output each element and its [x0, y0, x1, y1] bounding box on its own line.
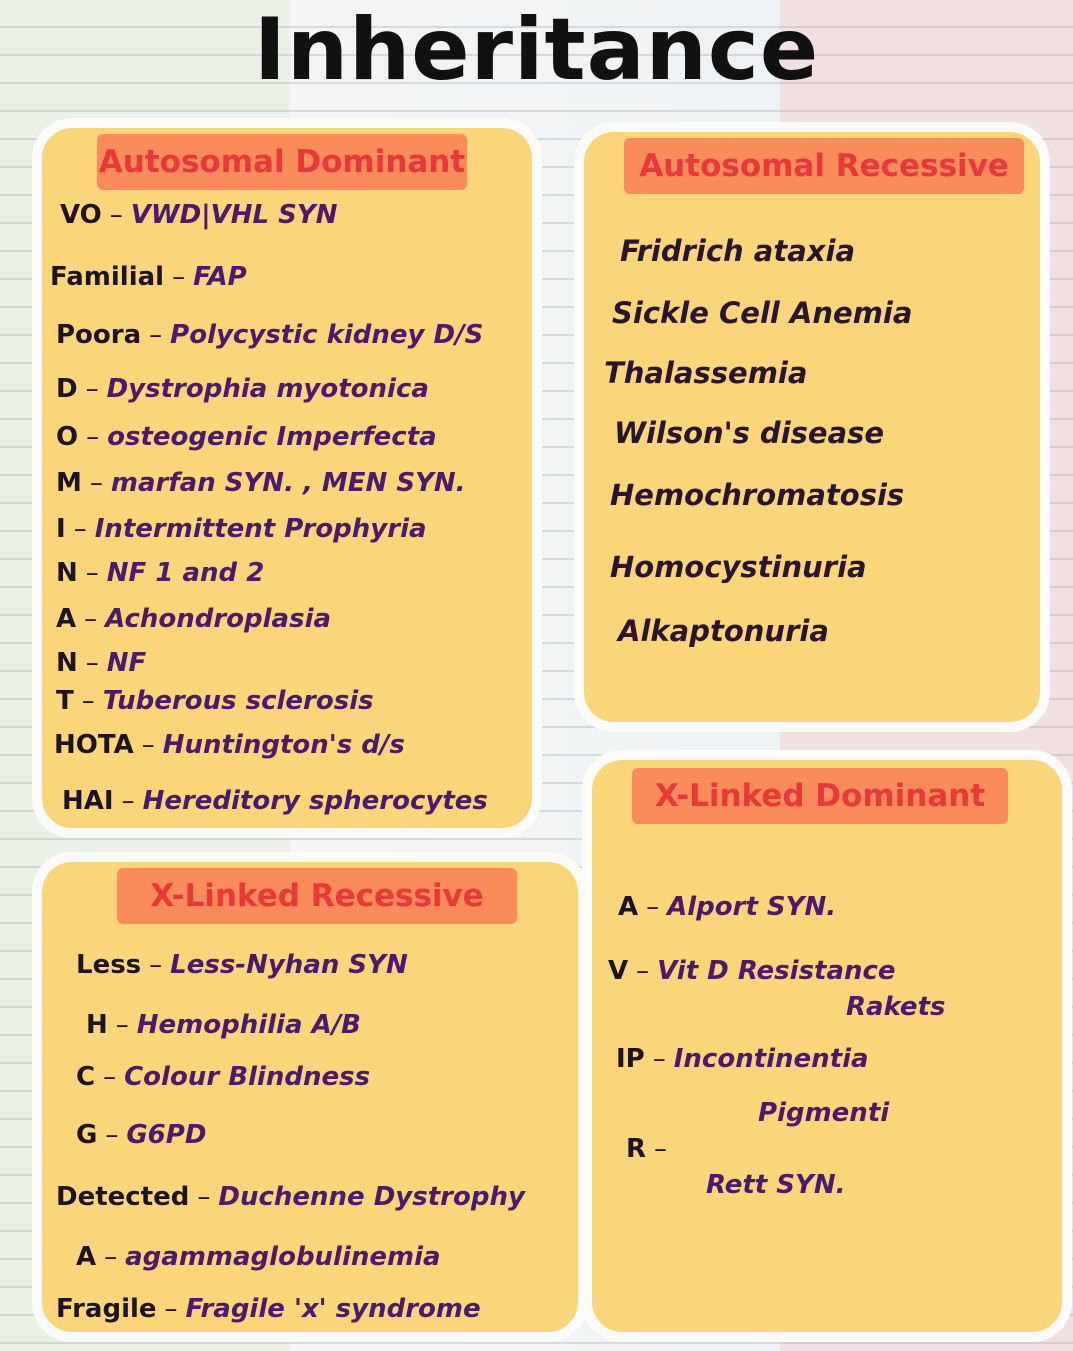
page-title: Inheritance [253, 0, 820, 100]
item-key: M [56, 468, 82, 498]
list-item: A – Alport SYN. [618, 892, 837, 922]
list-item: IP – Incontinentia [616, 1044, 869, 1074]
item-key: V [608, 956, 629, 986]
list-item: Familial – FAP [50, 262, 247, 292]
list-item-continuation [758, 1096, 889, 1130]
x-linked-dominant-card [592, 760, 1062, 1332]
list-item: N – NF [56, 648, 147, 678]
item-key: VO [60, 200, 102, 230]
item-value: Fragile 'x' syndrome [185, 1294, 481, 1324]
item-value: marfan SYN. , MEN SYN. [110, 468, 466, 498]
item-key: N [56, 558, 78, 588]
item-key: A [76, 1242, 97, 1272]
item-value: Incontinentia [673, 1044, 869, 1074]
item-key: A [618, 892, 639, 922]
item-key: N [56, 648, 78, 678]
list-item: C – Colour Blindness [76, 1062, 371, 1092]
item-key: HOTA [54, 730, 134, 760]
list-item: I – Intermittent Prophyria [56, 514, 427, 544]
item-value: Intermittent Prophyria [94, 514, 427, 544]
autosomal-recessive-heading: Autosomal Recessive [624, 138, 1024, 194]
list-item: A – Achondroplasia [56, 604, 332, 634]
item-value: NF [106, 648, 147, 678]
item-value: Hereditory spherocytes [142, 786, 488, 816]
item-value-continuation: Pigmenti [758, 1098, 890, 1128]
item-key: Fragile [56, 1294, 157, 1324]
item-value: Colour Blindness [124, 1062, 371, 1092]
item-key: Less [76, 950, 142, 980]
list-item: Sickle Cell Anemia [612, 296, 913, 330]
list-item: Thalassemia [604, 356, 808, 390]
list-item: G – G6PD [76, 1120, 207, 1150]
item-key: T [56, 686, 74, 716]
list-item: M – marfan SYN. , MEN SYN. [56, 468, 466, 498]
list-item: Homocystinuria [610, 550, 867, 584]
list-item: Wilson's disease [614, 416, 885, 450]
list-item: Fragile – Fragile 'x' syndrome [56, 1294, 481, 1324]
item-value: Alport SYN. [667, 892, 837, 922]
list-item: N – NF 1 and 2 [56, 558, 265, 588]
list-item: HAI – Hereditory spherocytes [62, 786, 488, 816]
list-item: Alkaptonuria [618, 614, 829, 648]
item-key: IP [616, 1044, 645, 1074]
item-value: Huntington's d/s [162, 730, 405, 760]
item-value: G6PD [126, 1120, 207, 1150]
item-value: Vit D Resistance [657, 956, 896, 986]
autosomal-recessive-card [584, 132, 1040, 722]
item-value: Achondroplasia [105, 604, 332, 634]
x-linked-dominant-heading: X-Linked Dominant [632, 768, 1008, 824]
item-value: Polycystic kidney D/S [170, 320, 484, 350]
item-value: Hemophilia A/B [136, 1010, 362, 1040]
item-key: D [56, 374, 78, 404]
x-linked-recessive-card [42, 862, 578, 1332]
autosomal-dominant-heading: Autosomal Dominant [97, 134, 467, 190]
item-value: osteogenic Imperfecta [107, 422, 437, 452]
list-item: H – Hemophilia A/B [86, 1010, 362, 1040]
list-item: Hemochromatosis [610, 478, 905, 512]
item-value: Duchenne Dystrophy [218, 1182, 525, 1212]
item-key: G [76, 1120, 98, 1150]
item-key: A [56, 604, 77, 634]
list-item: O – osteogenic Imperfecta [56, 422, 437, 452]
item-key: I [56, 514, 66, 544]
item-key: C [76, 1062, 96, 1092]
list-item: Detected – Duchenne Dystrophy [56, 1182, 525, 1212]
list-item: Less – Less-Nyhan SYN [76, 950, 408, 980]
x-linked-recessive-heading: X-Linked Recessive [117, 868, 517, 924]
item-value: agammaglobulinemia [125, 1242, 441, 1272]
item-key: H [86, 1010, 108, 1040]
item-key: R [626, 1134, 647, 1164]
item-value: NF 1 and 2 [106, 558, 265, 588]
list-item: D – Dystrophia myotonica [56, 374, 429, 404]
item-key: Familial [50, 262, 165, 292]
item-key: Detected [56, 1182, 190, 1212]
list-item: VO – VWD|VHL SYN [60, 200, 338, 230]
list-item: Poora – Polycystic kidney D/S [56, 320, 484, 350]
item-value: Rett SYN. [706, 1170, 846, 1200]
item-value: Less-Nyhan SYN [170, 950, 408, 980]
item-key: Poora [56, 320, 142, 350]
item-value: Dystrophia myotonica [106, 374, 429, 404]
item-value-continuation: Rakets [846, 992, 946, 1022]
list-item-continuation [846, 990, 945, 1024]
item-value: FAP [193, 262, 247, 292]
list-item: HOTA – Huntington's d/s [54, 730, 405, 760]
list-item: V – Vit D Resistance [608, 956, 896, 986]
item-key: O [56, 422, 79, 452]
item-key: HAI [62, 786, 114, 816]
list-item: A – agammaglobulinemia [76, 1242, 441, 1272]
list-item-continuation [706, 1168, 845, 1202]
list-item: Fridrich ataxia [620, 234, 856, 268]
autosomal-dominant-card [42, 128, 532, 828]
item-value: VWD|VHL SYN [130, 200, 338, 230]
list-item: R – [626, 1134, 668, 1164]
item-value: Tuberous sclerosis [102, 686, 374, 716]
list-item: T – Tuberous sclerosis [56, 686, 374, 716]
